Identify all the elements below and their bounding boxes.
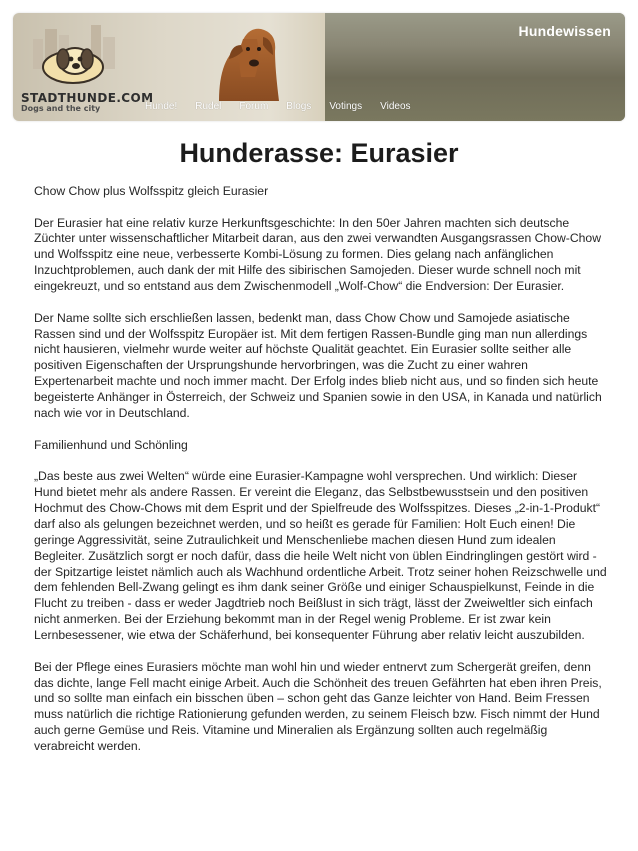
article-subtitle: Chow Chow plus Wolfsspitz gleich Eurasier bbox=[34, 184, 269, 198]
article-paragraph: Der Name sollte sich erschließen lassen, bedenkt man, dass Chow Chow und Samojede asiatische Rassen sind und der Wolfsspitz Europäer ist. Mit dem fertigen Rassen-Bundle ging man nun allerdings nicht hausieren, vielmehr wurde weiter auf höchste Qualität geachtet. Ein Eurasier sollte seither alle positiven Eigenschaften der Ursprungshunde hervorbringen, was die Zucht zu einer wahren Expertenarbeit machte und noch immer macht. Der Erfolg indes blieb nicht aus, und so finden sich heute begeisterte Anhänger in Österreich, der Schweiz und Spanien sowie in den USA, in Kanada und natürlich nach wie vor in Deutschland. bbox=[34, 310, 602, 421]
article-paragraph: Der Eurasier hat eine relativ kurze Herkunftsgeschichte: In den 50er Jahren machten sich deutsche Züchter unter wissenschaftlicher Mitarbeit daran, aus den zwei verwandten Ausgangsrassen Chow-Chow und Wolfsspitz eine neue, verbesserte Kombi-Lösung zu formen. Dies gelang nach anfänglichen Inzuchtproblemen, auch dank der mit Hilfe des sibirischen Samojeden. Dieser wurde schnell noch mit eingekreuzt, und so entstand aus dem Zwischenmodell „Wolf-Chow“ die Endversion: Der Eurasier. bbox=[34, 215, 602, 294]
article-section-heading: Familienhund und Schönling bbox=[34, 437, 188, 452]
site-banner bbox=[13, 13, 625, 121]
nav-item-hunde[interactable]: Hunde! bbox=[145, 101, 178, 112]
nav-item-forum[interactable]: Forum bbox=[239, 101, 269, 112]
brand-tagline: Dogs and the city bbox=[21, 104, 101, 113]
nav-item-rudel[interactable]: Rudel bbox=[195, 101, 222, 112]
brand[interactable] bbox=[21, 91, 153, 113]
rhodesian-ridgeback-photo-icon bbox=[201, 17, 291, 103]
page-title: Hunderasse: Eurasier bbox=[179, 138, 459, 168]
nav-item-videos[interactable]: Videos bbox=[380, 101, 411, 112]
nav-item-votings[interactable]: Votings bbox=[329, 101, 363, 112]
article-paragraph: „Das beste aus zwei Welten“ würde eine Eurasier-Kampagne wohl versprechen. Und wirklich: Dieser Hund bietet mehr als andere Rassen. Er vereint die Eleganz, das Selbstbewusstsein und den positiven Hochmut des Chow-Chows mit dem Esprit und der Spielfreude des Wolfsspitzes. Dieses „2-in-1-Produkt“ darf also als gelungen bezeichnet werden, und so heißt es gerade für Familien: Holt Euch einen! Die geringe Aggressivität, seine Zutraulichkeit und Menschenliebe machen diesen Hund zum idealen Begleiter. Zusätzlich sorgt er noch dafür, dass die heile Welt nicht von üblen Eindringlingen gestört wird - der Spitzartige leistet nämlich auch als Wachhund ordentliche Arbeit. Trotz seiner hohen Reizschwelle und dem fehlenden Bell-Zwang gelingt es ihm dank seiner Größe und einiger Schauspielkunst, Feinde in die Flucht zu treiben - dass er weder Jagdtrieb noch Beißlust in sich trägt, lässt der Zweiweltler sich einfach nicht anmerken. Bei der Erziehung bekommt man in der Regel wenig Probleme. Er ist zwar kein Lernbesessener, wie etwa der Schäferhund, bei konsequenter Führung aber relativ leicht auszubilden. bbox=[34, 469, 607, 643]
cartoon-dog-logo-icon[interactable] bbox=[29, 19, 121, 91]
nav-item-blogs[interactable]: Blogs bbox=[286, 101, 312, 112]
brand-title[interactable]: STADTHUNDE.COM bbox=[21, 91, 154, 105]
section-title: Hundewissen bbox=[518, 23, 611, 39]
article-paragraph: Bei der Pflege eines Eurasiers möchte man wohl hin und wieder entnervt zum Schergerät greifen, denn das dichte, lange Fell macht einige Arbeit. Auch die Schönheit des treuen Gefährten hat eben ihren Preis, und so sollte man einfach ein bisschen üben – schon geht das Ganze leichter von Hand. Beim Fressen muss natürlich die richtige Rationierung gefunden werden, zu seinem Fleisch bzw. Fisch nimmt der Hund auch gerne Gemüse und Reis. Vitamine und Mineralien als Ergänzung sollten auch regelmäßig verabreicht werden. bbox=[34, 659, 602, 754]
article-content bbox=[34, 184, 608, 771]
main-nav bbox=[145, 101, 411, 112]
